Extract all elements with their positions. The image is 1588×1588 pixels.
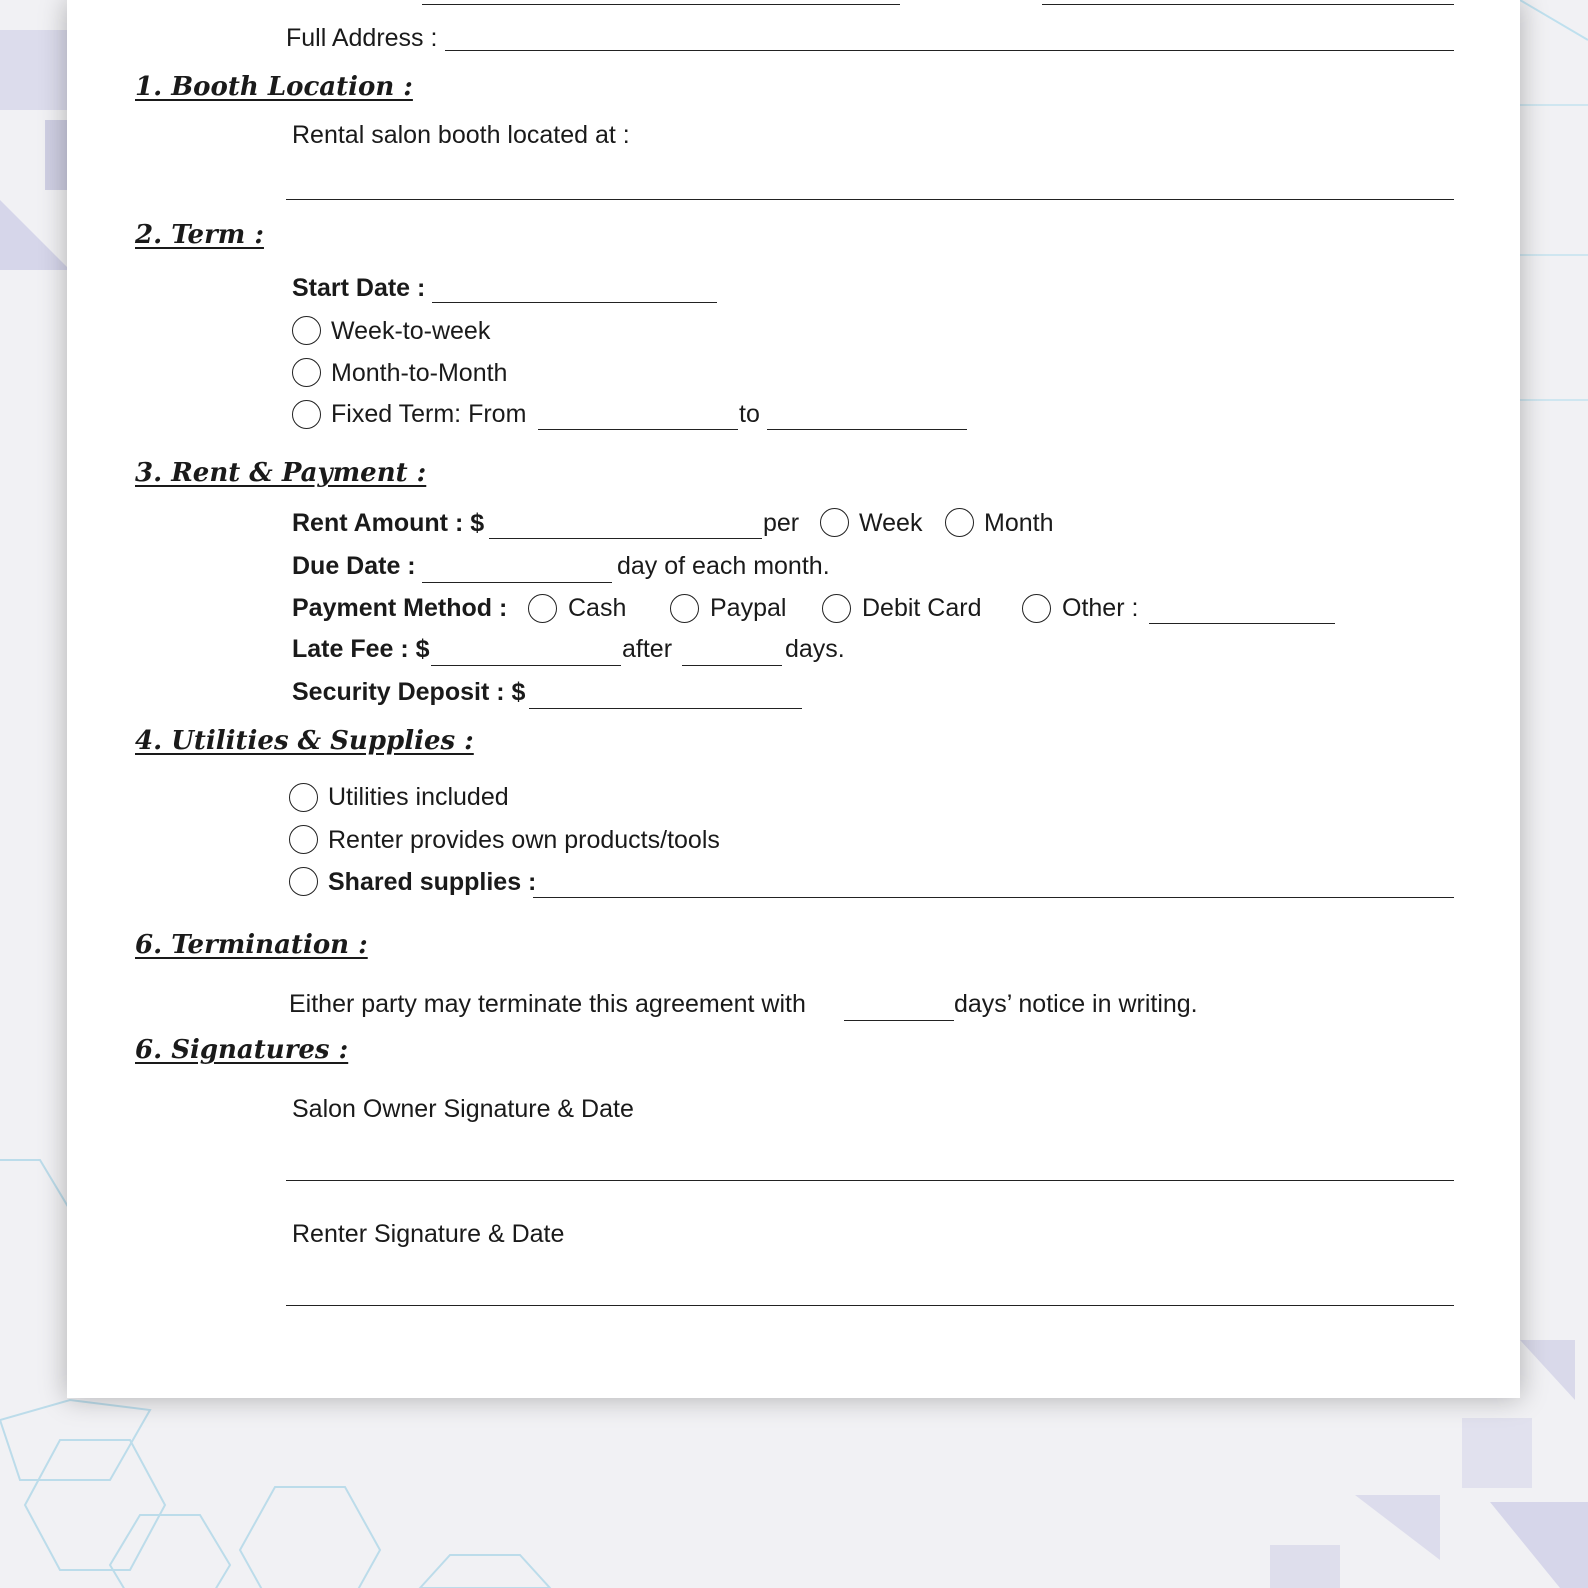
option-utilities-included: Utilities included	[328, 783, 509, 811]
section-heading-utilities-supplies: 4. Utilities & Supplies :	[135, 726, 474, 756]
radio-renter-provides-products[interactable]	[289, 825, 318, 854]
due-date-suffix: day of each month.	[617, 552, 830, 580]
section-heading-signatures: 6. Signatures :	[135, 1035, 349, 1065]
option-renter-provides-products: Renter provides own products/tools	[328, 826, 720, 854]
section-heading-term: 2. Term :	[135, 220, 264, 250]
rent-per-label: per	[763, 509, 800, 537]
termination-text-after: days’ notice in writing.	[954, 990, 1198, 1018]
late-fee-label: Late Fee : $	[292, 635, 430, 663]
full-address-label: Full Address :	[286, 24, 438, 52]
late-fee-days-field[interactable]	[682, 665, 782, 666]
full-address-field[interactable]	[445, 50, 1454, 51]
radio-utilities-included[interactable]	[289, 783, 318, 812]
payment-cash-label: Cash	[568, 594, 627, 622]
payment-other-label: Other :	[1062, 594, 1139, 622]
payment-paypal-label: Paypal	[710, 594, 787, 622]
radio-week-to-week[interactable]	[292, 316, 321, 345]
fixed-term-from-field[interactable]	[538, 429, 738, 430]
security-deposit-label: Security Deposit : $	[292, 678, 526, 706]
radio-shared-supplies[interactable]	[289, 867, 318, 896]
period-week-label: Week	[859, 509, 923, 537]
section-heading-rent-payment: 3. Rent & Payment :	[135, 458, 427, 488]
renter-signature-label: Renter Signature & Date	[292, 1220, 565, 1248]
option-month-to-month: Month-to-Month	[331, 359, 508, 387]
late-fee-after-label: after	[622, 635, 673, 663]
section-heading-booth-location: 1. Booth Location :	[135, 72, 413, 102]
option-shared-supplies: Shared supplies :	[328, 868, 537, 896]
radio-payment-other[interactable]	[1022, 594, 1051, 623]
rent-amount-label: Rent Amount : $	[292, 509, 485, 537]
shared-supplies-field[interactable]	[533, 897, 1454, 898]
radio-fixed-term[interactable]	[292, 400, 321, 429]
option-week-to-week: Week-to-week	[331, 317, 491, 345]
radio-payment-cash[interactable]	[528, 594, 557, 623]
fixed-term-to-field[interactable]	[767, 429, 967, 430]
radio-period-week[interactable]	[820, 508, 849, 537]
radio-payment-debit-card[interactable]	[822, 594, 851, 623]
payment-other-field[interactable]	[1149, 623, 1335, 624]
security-deposit-field[interactable]	[529, 708, 802, 709]
radio-month-to-month[interactable]	[292, 358, 321, 387]
salon-owner-signature-field[interactable]	[286, 1180, 1454, 1181]
due-date-field[interactable]	[422, 582, 612, 583]
renter-signature-field[interactable]	[286, 1305, 1454, 1306]
radio-payment-paypal[interactable]	[670, 594, 699, 623]
start-date-label: Start Date :	[292, 274, 426, 302]
fixed-term-to-label: to	[739, 400, 760, 428]
booth-location-text: Rental salon booth located at :	[292, 121, 630, 149]
payment-debit-card-label: Debit Card	[862, 594, 982, 622]
section-heading-termination: 6. Termination :	[135, 930, 368, 960]
start-date-field[interactable]	[432, 302, 717, 303]
late-fee-days-label: days.	[785, 635, 845, 663]
salon-owner-signature-label: Salon Owner Signature & Date	[292, 1095, 634, 1123]
booth-location-field[interactable]	[286, 199, 1454, 200]
rent-amount-field[interactable]	[489, 538, 762, 539]
radio-period-month[interactable]	[945, 508, 974, 537]
due-date-label: Due Date :	[292, 552, 416, 580]
termination-notice-days-field[interactable]	[844, 1020, 954, 1021]
agreement-page	[67, 0, 1520, 1398]
late-fee-amount-field[interactable]	[431, 665, 621, 666]
termination-text-before: Either party may terminate this agreement with	[289, 990, 806, 1018]
payment-method-label: Payment Method :	[292, 594, 508, 622]
option-fixed-term: Fixed Term: From	[331, 400, 527, 428]
period-month-label: Month	[984, 509, 1054, 537]
